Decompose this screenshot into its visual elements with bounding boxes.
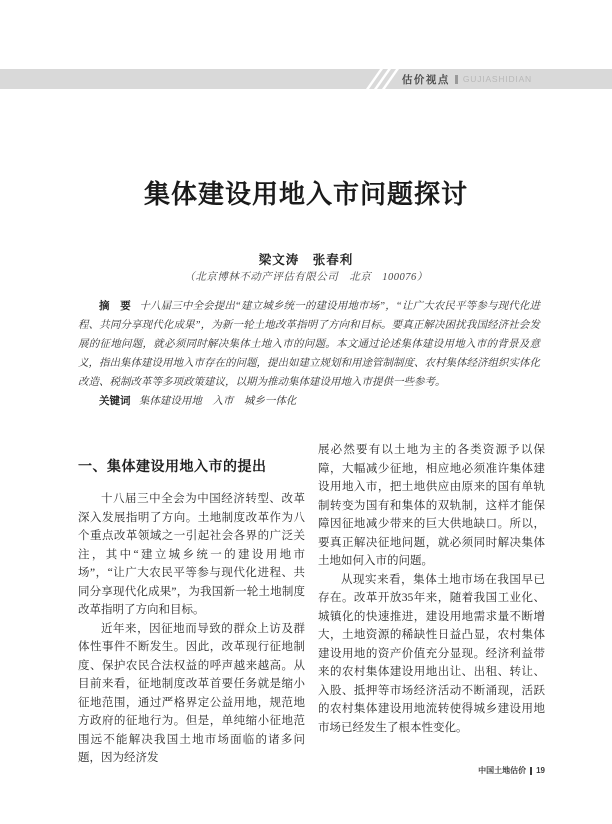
header-separator — [455, 75, 458, 84]
article-title: 集体建设用地入市问题探讨 — [143, 179, 468, 209]
column-section-pinyin: GUJIASHIDIAN — [462, 74, 532, 84]
body-columns — [78, 441, 545, 768]
body-paragraph: 十八届三中全会为中国经济转型、改革深入发展指明了方向。土地制度改革作为八个重点改革领域之一引起社会各界的广泛关注，其中“建立城乡统一的建设用地市场”，“让广大农民平等参与现代化进程、共同分享现代化成果”，为我国新一轮土地制度改革指明了方向和目标。 — [78, 493, 305, 616]
journal-name: 中国土地估价 — [478, 766, 527, 775]
page-footer — [478, 765, 545, 776]
abstract-label: 摘 要 — [99, 300, 131, 312]
column-section-title: 估价视点 — [401, 73, 450, 86]
keywords-text: 集体建设用地 入市 城乡一体化 — [138, 396, 297, 407]
page-number: 19 — [536, 766, 545, 775]
abstract-text: 十八届三中全会提出“建立城乡统一的建设用地市场”，“让广大农民平等参与现代化进程、共同分享现代化成果”，为新一轮土地改革指明了方向和目标。要真正解决困扰我国经济社会发展的征地问题，就必须同时解决集体土地入市的问题。本文通过论述集体建设用地入市的背景及意义，指出集体建设用地入市存在的问题，提出如建立规划和用途管制制度、农村集体经济组织实体化改造、税制改革等多项政策建议，以期为推动集体建设用地入市提供一些参考。 — [78, 301, 540, 388]
section-heading: 一、集体建设用地入市的提出 — [78, 458, 267, 474]
right-column — [318, 441, 545, 768]
header-band — [0, 69, 612, 89]
keywords-line — [78, 392, 540, 411]
affiliation-line: （北京博林不动产评估有限公司 北京 100076） — [184, 272, 428, 283]
footer-separator — [530, 767, 532, 775]
body-paragraph: 近年来，因征地而导致的群众上访及群体性事件不断发生。因此，改革现行征地制度、保护农民合法权益的呼声越来越高。从目前来看，征地制度改革首要任务就是缩小征地范围，通过严格界定公益用地，规范地方政府的征地行为。但是，单纯缩小征地范围远不能解决我国土地市场面临的诸多问题，因为经济发 — [78, 622, 305, 764]
left-column — [78, 441, 305, 768]
body-paragraph: 展必然要有以土地为主的各类资源予以保障，大幅减少征地，相应地必须准许集体建设用地入市，把土地供应由原来的国有单轨制转变为国有和集体的双轨制，这样才能保障因征地减少带来的巨大供地缺口。所以，要真正解决征地问题，就必须同时解决集体土地如何入市的问题。 — [318, 444, 545, 567]
abstract-paragraph — [78, 297, 540, 392]
body-paragraph: 从现实来看，集体土地市场在我国早已存在。改革开放35年来，随着我国工业化、城镇化的快速推进，建设用地需求量不断增大，土地资源的稀缺性日益凸显，农村集体建设用地的资产价值充分显现。经济利益带来的农村集体建设用地出让、出租、转让、入股、抵押等市场经济活动不断涌现，活跃的农村集体建设用地流转使得城乡建设用地市场已经发生了根本性变化。 — [318, 573, 545, 734]
diagonal-stripes-icon — [373, 69, 392, 89]
abstract-block — [78, 297, 540, 411]
keywords-label: 关键词 — [99, 395, 131, 407]
authors-line: 梁文涛 张春利 — [258, 253, 354, 267]
